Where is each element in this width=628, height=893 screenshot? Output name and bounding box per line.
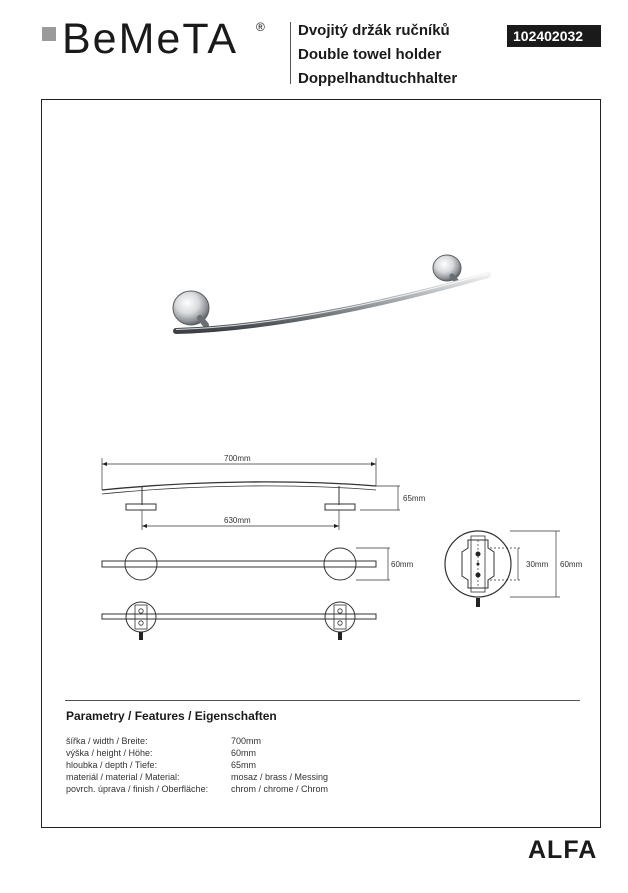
parameter-value: 60mm	[231, 748, 257, 758]
parameter-label: hloubka / depth / Tiefe:	[66, 760, 158, 770]
parameter-label: výška / height / Höhe:	[66, 748, 153, 758]
parameters-title: Parametry / Features / Eigenschaften	[66, 709, 277, 723]
registered-mark: ®	[256, 20, 265, 34]
title-cz: Dvojitý držák ručníků	[298, 22, 450, 39]
dim-mount-spacing: 630mm	[224, 516, 251, 525]
title-en: Double towel holder	[298, 46, 442, 63]
parameter-label: šířka / width / Breite:	[66, 736, 148, 746]
product-code-badge: 102402032	[507, 25, 601, 47]
parameter-label: povrch. úprava / finish / Oberfläche:	[66, 784, 209, 794]
parameter-value: 700mm	[231, 736, 262, 746]
parameter-label: materiál / material / Material:	[66, 772, 180, 782]
dim-overall-width: 700mm	[224, 454, 251, 463]
parameter-value: mosaz / brass / Messing	[231, 772, 329, 782]
parameter-value: 65mm	[231, 760, 257, 770]
series-name: ALFA	[528, 836, 598, 864]
title-de: Doppelhandtuchhalter	[298, 70, 458, 87]
parameter-value: chrom / chrome / Chrom	[231, 784, 329, 794]
parameter-row	[66, 771, 586, 783]
brand-logo: BeMeTA	[62, 15, 239, 63]
dim-detail-inner: 30mm	[526, 560, 549, 569]
parameter-row	[66, 735, 586, 747]
parameter-row	[66, 783, 586, 795]
dim-depth: 65mm	[403, 494, 426, 503]
parameters-divider	[65, 700, 580, 701]
parameter-row	[66, 747, 586, 759]
parameter-row	[66, 759, 586, 771]
dim-detail-outer: 60mm	[560, 560, 583, 569]
dim-rosette-height: 60mm	[391, 560, 414, 569]
